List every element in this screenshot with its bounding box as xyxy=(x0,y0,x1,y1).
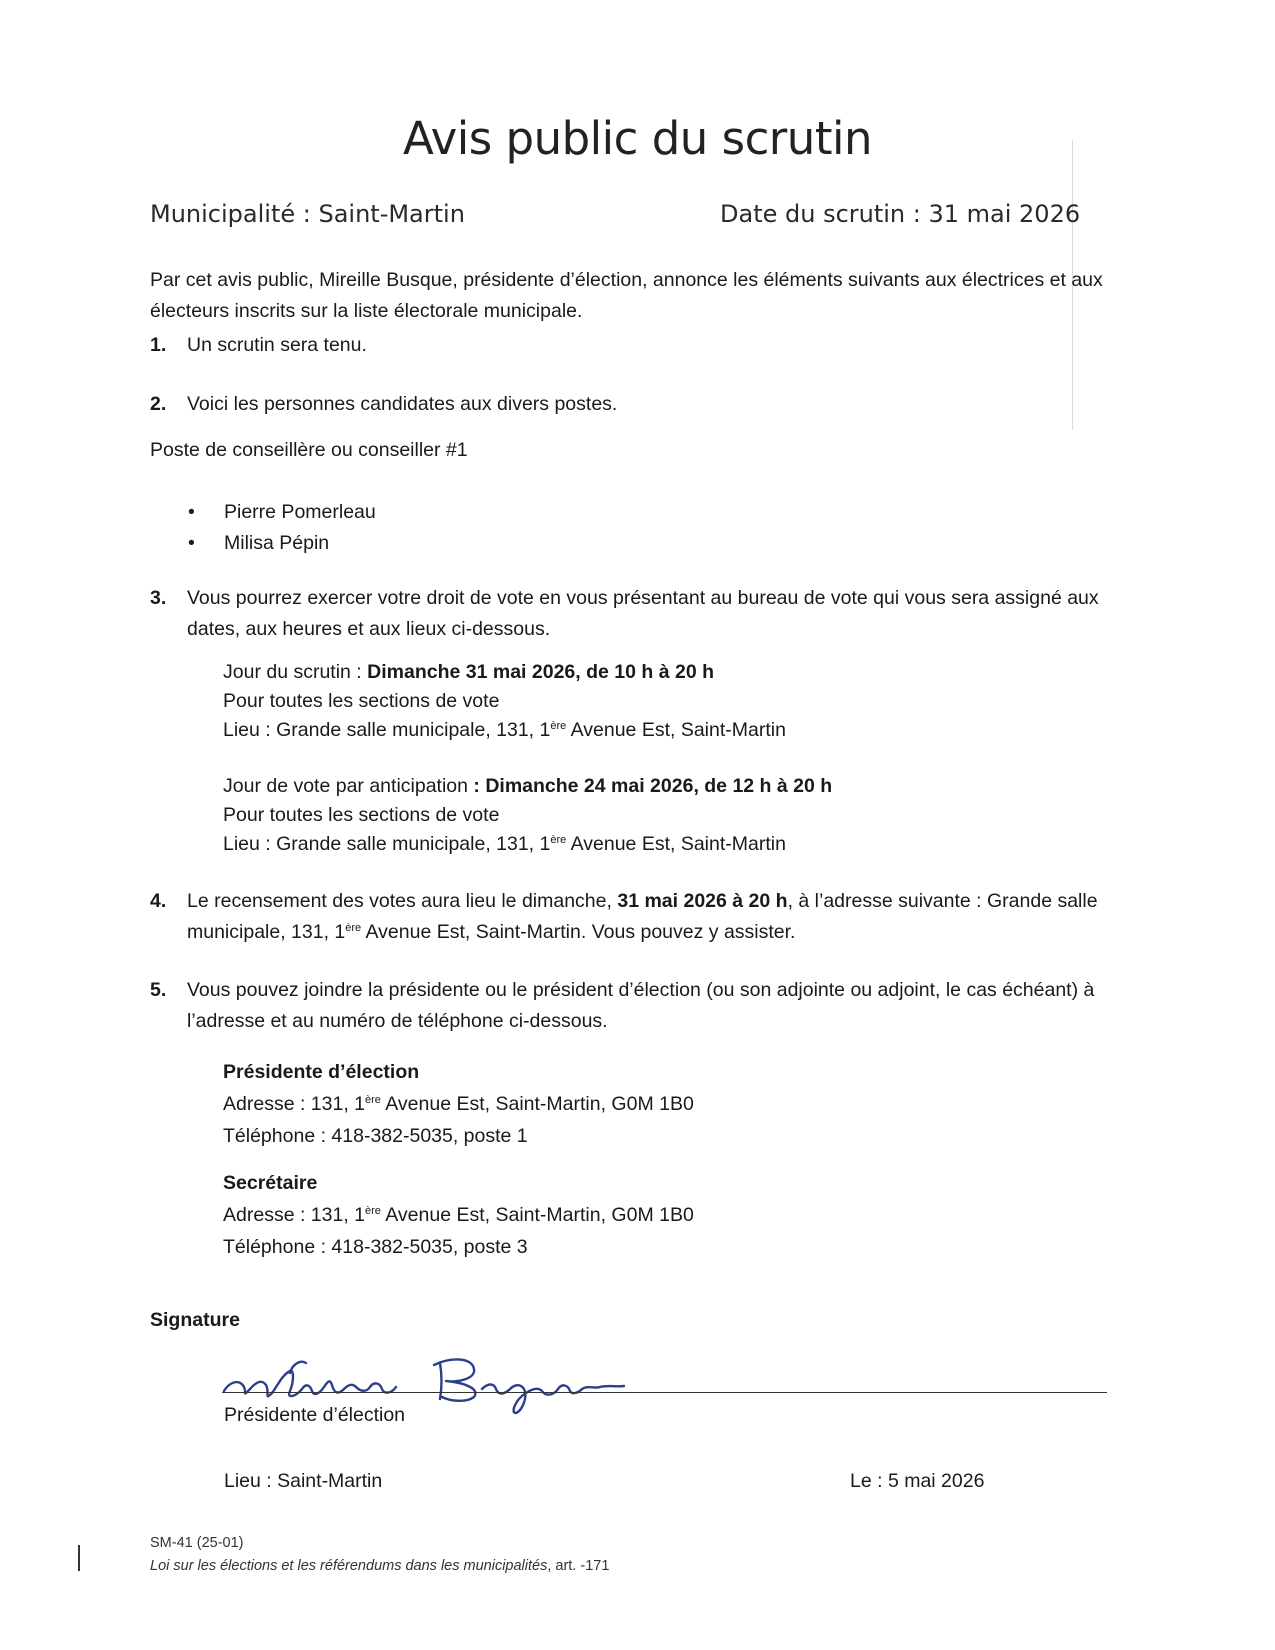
president-contact xyxy=(223,1056,694,1152)
item-text: Le recensement des votes aura lieu le dimanche, 31 mai 2026 à 20 h, à l’adresse suivante : Grande salle municipale, 131, 1ère Avenue Est, Saint-Martin. Vous pouvez y assister. xyxy=(187,890,1098,943)
president-heading: Présidente d’élection xyxy=(223,1061,420,1083)
item-1 xyxy=(150,330,1160,361)
list-item: • Milisa Pépin xyxy=(188,528,376,559)
item-5 xyxy=(150,975,1140,1037)
vote-day-line xyxy=(223,658,1173,687)
candidate-list xyxy=(188,497,376,559)
item-3 xyxy=(150,583,1130,645)
secretary-contact xyxy=(223,1167,694,1263)
page-title: Avis public du scrutin xyxy=(403,112,872,165)
signature-role: Présidente d’élection xyxy=(224,1404,406,1426)
president-address: Adresse : 131, 1ère Avenue Est, Saint-Martin, G0M 1B0 xyxy=(223,1093,694,1115)
vote-day-block xyxy=(223,658,1173,745)
item-number: 2. xyxy=(150,393,167,415)
item-text: Vous pouvez joindre la présidente ou le président d’élection (ou son adjointe ou adjoint, le cas échéant) à l’adresse et au numéro de téléphone ci-dessous. xyxy=(187,979,1095,1032)
municipality-label: Municipalité : Saint-Martin xyxy=(150,200,465,228)
margin-mark xyxy=(78,1545,80,1571)
item-text: Un scrutin sera tenu. xyxy=(187,334,367,356)
list-item: • Pierre Pomerleau xyxy=(188,497,376,528)
election-date-label: Date du scrutin : 31 mai 2026 xyxy=(720,200,1081,228)
law-reference xyxy=(150,1558,609,1574)
signature-line xyxy=(222,1392,1107,1393)
item-2 xyxy=(150,389,1160,420)
date-label: Le : 5 mai 2026 xyxy=(850,1470,985,1492)
law-article: , art. -171 xyxy=(547,1558,610,1574)
advance-vote-place: Lieu : Grande salle municipale, 131, 1ère Avenue Est, Saint-Martin xyxy=(223,833,786,855)
form-code: SM-41 (25-01) xyxy=(150,1535,244,1551)
secretary-heading: Secrétaire xyxy=(223,1172,318,1194)
item-text: Vous pourrez exercer votre droit de vote en vous présentant au bureau de vote qui vous sera assigné aux dates, aux heures et aux lieux ci-dessous. xyxy=(187,587,1099,640)
advance-vote-sections: Pour toutes les sections de vote xyxy=(223,804,500,826)
item-number: 5. xyxy=(150,979,167,1001)
president-phone: Téléphone : 418-382-5035, poste 1 xyxy=(223,1125,528,1147)
item-number: 1. xyxy=(150,334,167,356)
advance-vote-block xyxy=(223,772,1173,859)
post-title: Poste de conseillère ou conseiller #1 xyxy=(150,439,468,461)
vote-day-value: Dimanche 31 mai 2026, de 10 h à 20 h xyxy=(367,661,715,683)
item-number: 4. xyxy=(150,890,167,912)
advance-vote-value: : Dimanche 24 mai 2026, de 12 h à 20 h xyxy=(473,775,833,797)
secretary-address: Adresse : 131, 1ère Avenue Est, Saint-Martin, G0M 1B0 xyxy=(223,1204,694,1226)
place-label: Lieu : Saint-Martin xyxy=(224,1470,383,1492)
intro-paragraph: Par cet avis public, Mireille Busque, présidente d’élection, annonce les éléments suivants aux électrices et aux électeurs inscrits sur la liste électorale municipale. xyxy=(150,269,1103,322)
item-text: Voici les personnes candidates aux divers postes. xyxy=(187,393,618,415)
secretary-phone: Téléphone : 418-382-5035, poste 3 xyxy=(223,1236,528,1258)
advance-vote-label: Jour de vote par anticipation xyxy=(223,775,474,797)
law-title: Loi sur les élections et les référendums dans les municipalités xyxy=(150,1558,548,1574)
signature-label: Signature xyxy=(150,1309,240,1331)
item-number: 3. xyxy=(150,587,167,609)
vote-day-sections: Pour toutes les sections de vote xyxy=(223,690,500,712)
vote-day-label: Jour du scrutin : xyxy=(223,661,368,683)
advance-vote-line xyxy=(223,772,1173,801)
vote-day-place: Lieu : Grande salle municipale, 131, 1ère Avenue Est, Saint-Martin xyxy=(223,719,786,741)
item-4 xyxy=(150,886,1140,948)
